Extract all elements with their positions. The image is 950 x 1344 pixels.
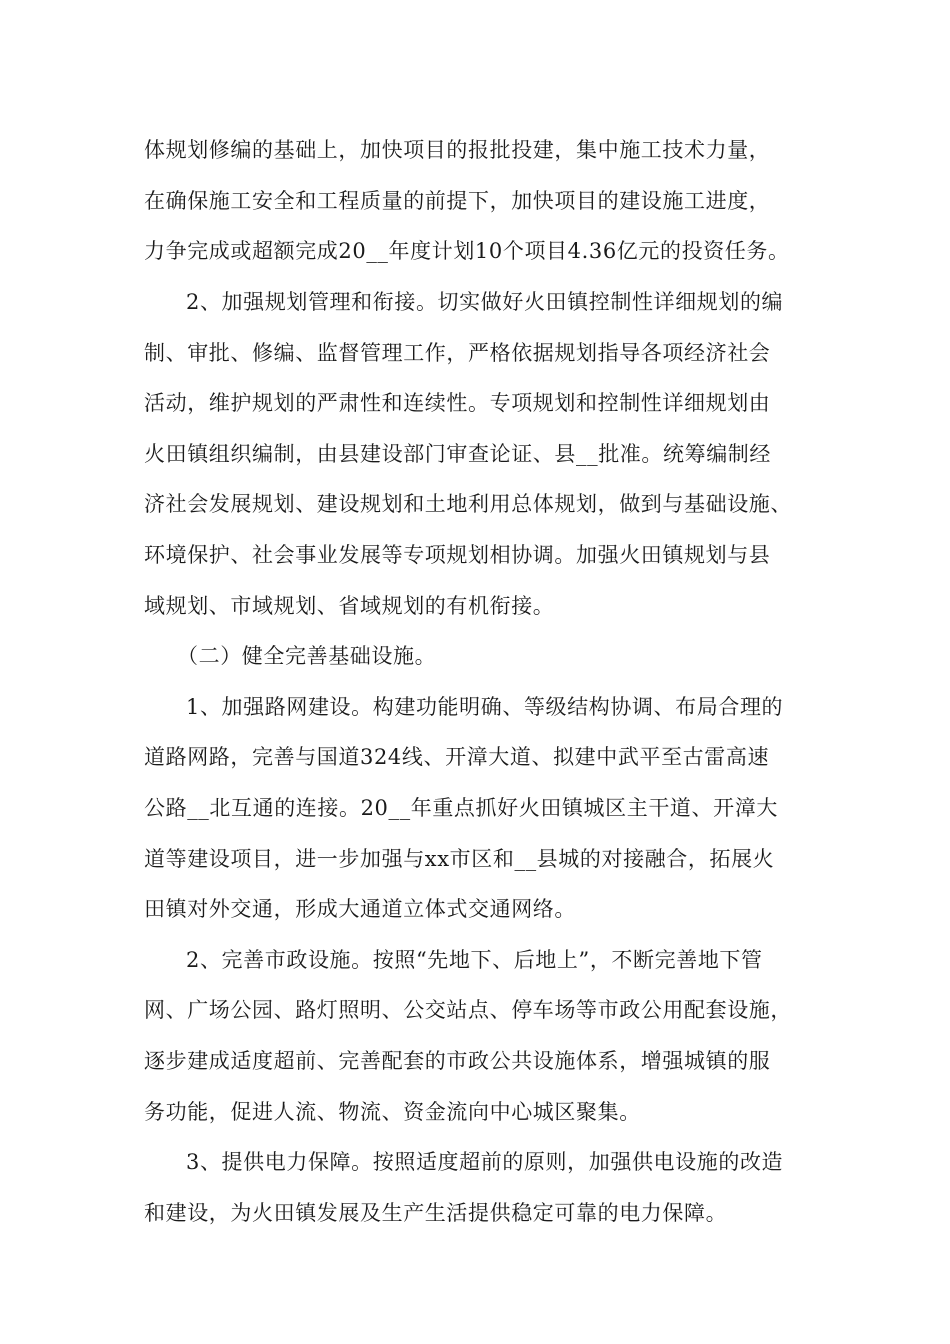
text-line: 在确保施工安全和工程质量的前提下，加快项目的建设施工进度， — [144, 189, 771, 213]
section-heading: （二）健全完善基础设施。 — [177, 644, 437, 668]
text-line: 济社会发展规划、建设规划和土地利用总体规划，做到与基础设施、 — [144, 492, 792, 516]
text-line: 力争完成或超额完成20__年度计划10个项目4.36亿元的投资任务。 — [144, 239, 790, 263]
text-line: 环境保护、社会事业发展等专项规划相协调。加强火田镇规划与县 — [144, 543, 771, 567]
text-line: 体规划修编的基础上，加快项目的报批投建，集中施工技术力量， — [144, 138, 771, 162]
text-line: 务功能，促进人流、物流、资金流向中心城区聚集。 — [144, 1100, 641, 1124]
paragraph-start-line: 3、提供电力保障。按照适度超前的原则，加强供电设施的改造 — [186, 1150, 784, 1174]
text-line: 火田镇组织编制，由县建设部门审查论证、县__批准。统筹编制经 — [144, 442, 771, 466]
text-line: 道路网路，完善与国道324线、开漳大道、拟建中武平至古雷高速 — [144, 745, 770, 769]
paragraph-start-line: 2、加强规划管理和衔接。切实做好火田镇控制性详细规划的编 — [186, 290, 784, 314]
text-line: 道等建设项目，进一步加强与xx市区和__县城的对接融合，拓展火 — [144, 847, 775, 871]
paragraph-start-line: 1、加强路网建设。构建功能明确、等级结构协调、布局合理的 — [186, 695, 784, 719]
text-line: 公路__北互通的连接。20__年重点抓好火田镇城区主干道、开漳大 — [144, 796, 778, 820]
text-line: 和建设，为火田镇发展及生产生活提供稳定可靠的电力保障。 — [144, 1201, 728, 1225]
text-line: 域规划、市域规划、省域规划的有机衔接。 — [144, 594, 555, 618]
text-line: 网、广场公园、路灯照明、公交站点、停车场等市政公用配套设施， — [144, 998, 792, 1022]
text-line: 活动，维护规划的严肃性和连续性。专项规划和控制性详细规划由 — [144, 391, 771, 415]
text-line: 田镇对外交通，形成大通道立体式交通网络。 — [144, 897, 576, 921]
paragraph-start-line: 2、完善市政设施。按照“先地下、后地上”，不断完善地下管 — [186, 948, 763, 972]
text-line: 逐步建成适度超前、完善配套的市政公共设施体系，增强城镇的服 — [144, 1049, 771, 1073]
text-line: 制、审批、修编、监督管理工作，严格依据规划指导各项经济社会 — [144, 341, 771, 365]
